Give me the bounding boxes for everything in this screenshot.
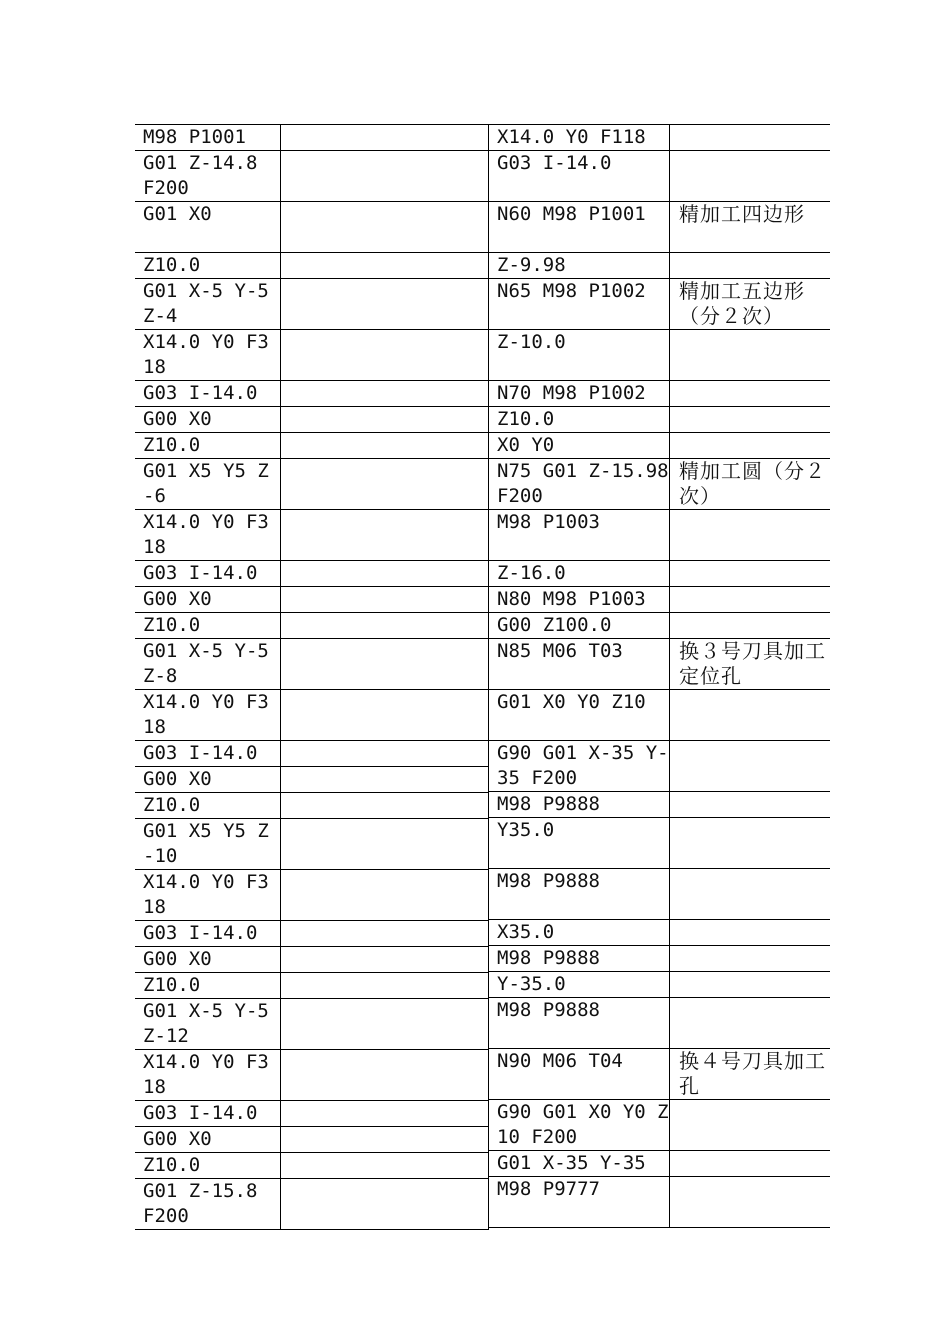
note-cell <box>670 972 831 998</box>
code-cell: G01 X0 <box>135 202 281 253</box>
code-cell: G01 X-5 Y-5 Z-4 <box>135 279 281 330</box>
table-row <box>135 125 489 151</box>
code-cell: Z-16.0 <box>489 561 670 587</box>
table-row <box>489 920 831 946</box>
table-row <box>489 613 831 639</box>
code-cell: Z10.0 <box>135 973 281 999</box>
code-cell: Z10.0 <box>135 253 281 279</box>
code-cell: G00 X0 <box>135 767 281 793</box>
blank-cell <box>281 125 489 151</box>
code-cell: G90 G01 X0 Y0 Z10 F200 <box>489 1100 670 1151</box>
code-cell: Z-9.98 <box>489 253 670 279</box>
code-cell: N65 M98 P1002 <box>489 279 670 330</box>
blank-cell <box>281 381 489 407</box>
code-cell: X14.0 Y0 F318 <box>135 330 281 381</box>
note-cell <box>670 125 831 151</box>
code-cell: M98 P1001 <box>135 125 281 151</box>
table-row <box>135 947 489 973</box>
table-row <box>135 639 489 690</box>
left-code-table <box>135 124 489 1230</box>
table-row <box>135 510 489 561</box>
code-cell: Z10.0 <box>135 433 281 459</box>
table-row <box>135 381 489 407</box>
table-row <box>489 998 831 1049</box>
table-row <box>489 639 831 690</box>
table-row <box>135 921 489 947</box>
table-row <box>489 741 831 792</box>
code-cell: G01 Z-14.8 F200 <box>135 151 281 202</box>
blank-cell <box>281 947 489 973</box>
code-cell: M98 P1003 <box>489 510 670 561</box>
note-cell: 精加工四边形 <box>670 202 831 253</box>
blank-cell <box>281 870 489 921</box>
code-cell: G01 X0 Y0 Z10 <box>489 690 670 741</box>
code-cell: G03 I-14.0 <box>135 741 281 767</box>
code-cell: N75 G01 Z-15.98 F200 <box>489 459 670 510</box>
blank-cell <box>281 1050 489 1101</box>
table-row <box>135 407 489 433</box>
code-cell: G00 Z100.0 <box>489 613 670 639</box>
blank-cell <box>281 151 489 202</box>
code-cell: X0 Y0 <box>489 433 670 459</box>
code-cell: M98 P9777 <box>489 1177 670 1228</box>
table-row <box>135 819 489 870</box>
blank-cell <box>281 793 489 819</box>
note-cell <box>670 587 831 613</box>
blank-cell <box>281 279 489 330</box>
table-row <box>489 1177 831 1228</box>
code-cell: N80 M98 P1003 <box>489 587 670 613</box>
code-cell: X35.0 <box>489 920 670 946</box>
note-cell <box>670 690 831 741</box>
code-cell: Y-35.0 <box>489 972 670 998</box>
code-cell: N60 M98 P1001 <box>489 202 670 253</box>
code-cell: N90 M06 T04 <box>489 1049 670 1100</box>
blank-cell <box>281 613 489 639</box>
blank-cell <box>281 741 489 767</box>
blank-cell <box>281 819 489 870</box>
code-cell: X14.0 Y0 F318 <box>135 510 281 561</box>
note-cell <box>670 253 831 279</box>
table-row <box>489 381 831 407</box>
code-cell: X14.0 Y0 F318 <box>135 870 281 921</box>
table-row <box>135 151 489 202</box>
note-cell <box>670 151 831 202</box>
code-cell: G01 X-5 Y-5 Z-12 <box>135 999 281 1050</box>
note-cell <box>670 613 831 639</box>
code-cell: G03 I-14.0 <box>135 1101 281 1127</box>
table-row <box>135 1179 489 1230</box>
blank-cell <box>281 999 489 1050</box>
code-cell: Z-10.0 <box>489 330 670 381</box>
table-row <box>489 972 831 998</box>
table-row <box>489 407 831 433</box>
code-cell: G00 X0 <box>135 947 281 973</box>
table-row <box>135 587 489 613</box>
blank-cell <box>281 690 489 741</box>
note-cell <box>670 330 831 381</box>
blank-cell <box>281 202 489 253</box>
code-cell: G03 I-14.0 <box>489 151 670 202</box>
code-cell: N85 M06 T03 <box>489 639 670 690</box>
code-cell: M98 P9888 <box>489 869 670 920</box>
blank-cell <box>281 510 489 561</box>
note-cell: 精加工圆（分２次） <box>670 459 831 510</box>
code-cell: Z10.0 <box>135 1153 281 1179</box>
blank-cell <box>281 253 489 279</box>
note-cell <box>670 998 831 1049</box>
table-row <box>135 561 489 587</box>
table-row <box>489 792 831 818</box>
table-row <box>135 870 489 921</box>
table-row <box>135 767 489 793</box>
note-cell <box>670 1100 831 1151</box>
table-row <box>489 330 831 381</box>
blank-cell <box>281 1127 489 1153</box>
table-row <box>135 433 489 459</box>
note-cell: 换３号刀具加工定位孔 <box>670 639 831 690</box>
code-cell: G03 I-14.0 <box>135 561 281 587</box>
code-cell: G90 G01 X-35 Y-35 F200 <box>489 741 670 792</box>
code-cell: G00 X0 <box>135 407 281 433</box>
table-row <box>135 202 489 253</box>
table-row <box>489 279 831 330</box>
note-cell <box>670 510 831 561</box>
table-row <box>489 459 831 510</box>
table-row <box>489 869 831 920</box>
note-cell <box>670 433 831 459</box>
table-row <box>135 1050 489 1101</box>
blank-cell <box>281 459 489 510</box>
code-cell: G01 X-5 Y-5 Z-8 <box>135 639 281 690</box>
note-cell <box>670 407 831 433</box>
table-row <box>489 433 831 459</box>
note-cell <box>670 920 831 946</box>
code-cell: Z10.0 <box>489 407 670 433</box>
table-row <box>135 973 489 999</box>
note-cell <box>670 792 831 818</box>
note-cell <box>670 869 831 920</box>
table-row <box>135 1101 489 1127</box>
note-cell <box>670 381 831 407</box>
note-cell: 精加工五边形（分２次） <box>670 279 831 330</box>
code-cell: Y35.0 <box>489 818 670 869</box>
code-cell: Z10.0 <box>135 613 281 639</box>
note-cell <box>670 741 831 792</box>
code-cell: M98 P9888 <box>489 946 670 972</box>
table-row <box>135 741 489 767</box>
blank-cell <box>281 433 489 459</box>
table-row <box>135 793 489 819</box>
table-row <box>489 151 831 202</box>
code-cell: G01 X-35 Y-35 <box>489 1151 670 1177</box>
code-cell: G00 X0 <box>135 1127 281 1153</box>
code-cell: M98 P9888 <box>489 998 670 1049</box>
table-row <box>489 125 831 151</box>
code-cell: X14.0 Y0 F318 <box>135 690 281 741</box>
note-cell <box>670 946 831 972</box>
table-row <box>135 1153 489 1179</box>
blank-cell <box>281 1101 489 1127</box>
blank-cell <box>281 1153 489 1179</box>
table-row <box>135 459 489 510</box>
table-row <box>135 690 489 741</box>
table-row <box>489 202 831 253</box>
table-row <box>489 818 831 869</box>
blank-cell <box>281 973 489 999</box>
table-row <box>489 690 831 741</box>
code-cell: G01 Z-15.8 F200 <box>135 1179 281 1230</box>
code-cell: G01 X5 Y5 Z-6 <box>135 459 281 510</box>
table-row <box>489 946 831 972</box>
table-row <box>135 613 489 639</box>
table-row <box>489 253 831 279</box>
code-cell: M98 P9888 <box>489 792 670 818</box>
table-row <box>489 1049 831 1100</box>
note-cell: 换４号刀具加工孔 <box>670 1049 831 1100</box>
code-cell: X14.0 Y0 F318 <box>135 1050 281 1101</box>
blank-cell <box>281 407 489 433</box>
code-cell: G03 I-14.0 <box>135 381 281 407</box>
table-row <box>135 279 489 330</box>
code-cell: Z10.0 <box>135 793 281 819</box>
code-cell: G01 X5 Y5 Z-10 <box>135 819 281 870</box>
table-row <box>489 561 831 587</box>
right-code-table <box>488 124 830 1228</box>
blank-cell <box>281 767 489 793</box>
code-cell: G03 I-14.0 <box>135 921 281 947</box>
note-cell <box>670 1151 831 1177</box>
table-row <box>489 587 831 613</box>
table-row <box>135 999 489 1050</box>
table-row <box>489 1151 831 1177</box>
code-cell: G00 X0 <box>135 587 281 613</box>
table-row <box>135 330 489 381</box>
blank-cell <box>281 921 489 947</box>
blank-cell <box>281 587 489 613</box>
code-cell: X14.0 Y0 F118 <box>489 125 670 151</box>
blank-cell <box>281 561 489 587</box>
note-cell <box>670 818 831 869</box>
blank-cell <box>281 330 489 381</box>
blank-cell <box>281 639 489 690</box>
note-cell <box>670 561 831 587</box>
table-row <box>489 1100 831 1151</box>
note-cell <box>670 1177 831 1228</box>
blank-cell <box>281 1179 489 1230</box>
table-row <box>135 1127 489 1153</box>
code-cell: N70 M98 P1002 <box>489 381 670 407</box>
table-row <box>489 510 831 561</box>
table-row <box>135 253 489 279</box>
